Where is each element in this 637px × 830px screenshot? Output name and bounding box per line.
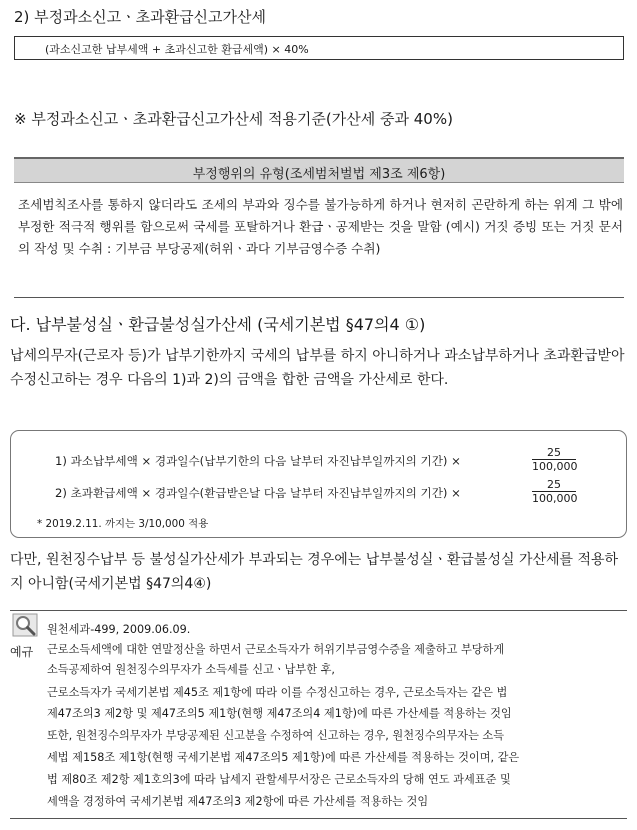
fraction-numerator: 25 xyxy=(532,446,576,460)
divider xyxy=(10,818,627,819)
example-line: 원천세과-499, 2009.06.09. xyxy=(47,623,191,636)
example-line: 세법 제158조 제1항(현행 국세기본법 제47조의5 제1항)에 따른 가산세를 적용하는 것이며, 같은 xyxy=(47,751,520,764)
divider xyxy=(10,610,627,611)
section-da-paragraph: 납세의무자(근로자 등)가 납부기한까지 국세의 납부를 하지 아니하거나 과소납부하거나 초과환급받아 수정신고하는 경우 다음의 1)과 2)의 금액을 합한 금액을 가산세로 한다. xyxy=(10,348,625,388)
fraction-numerator: 25 xyxy=(532,478,576,492)
fraction-1 xyxy=(532,446,576,473)
example-line: 세액을 경정하여 국세기본법 제47조의3 제2항에 따른 가산세를 적용하는 것임 xyxy=(47,795,429,808)
section-da-exception: 다만, 원천징수납부 등 불성실가산세가 부과되는 경우에는 납부불성실ㆍ환급불성실 가산세를 적용하지 아니함(국세기본법 §47의4④) xyxy=(10,552,619,592)
formula-line-1: 1) 과소납부세액 × 경과일수(납부기한의 다음 날부터 자진납부일까지의 기간) × xyxy=(55,454,461,468)
fraction-2 xyxy=(532,478,576,505)
fraction-denominator: 100,000 xyxy=(532,492,578,505)
fraud-type-header: 부정행위의 유형(조세범처벌법 제3조 제6항) xyxy=(14,157,624,183)
example-line: 근로소득자가 국세기본법 제45조 제1항에 따라 이를 수정신고하는 경우, 근로소득자는 같은 법 xyxy=(47,686,508,699)
formula-line-2: 2) 초과환급세액 × 경과일수(환급받은날 다음 날부터 자진납부일까지의 기간) × xyxy=(55,486,461,500)
example-line: 근로소득세액에 대한 연말정산을 하면서 근로소득자가 허위기부금영수증을 제출하고 부당하게 xyxy=(47,643,505,656)
fraction-denominator: 100,000 xyxy=(532,460,578,473)
example-line: 법 제80조 제2항 제1호의3에 따라 납세지 관할세무서장은 근로소득자의 당해 연도 과세표준 및 xyxy=(47,773,511,786)
formula-box: (과소신고한 납부세액 + 초과신고한 환급세액) × 40% xyxy=(14,36,624,60)
section-da-title: 다. 납부불성실ㆍ환급불성실가산세 (국세기본법 §47의4 ①) xyxy=(10,315,426,334)
section-2-title: 2) 부정과소신고ㆍ초과환급신고가산세 xyxy=(14,8,267,26)
example-label: 예규 xyxy=(10,645,34,659)
magnifier-icon xyxy=(12,613,38,637)
penalty-formula-box xyxy=(10,430,627,538)
example-line: 또한, 원천징수의무자가 부당공제된 신고분을 수정하여 신고하는 경우, 원천징수의무자는 소득 xyxy=(47,729,505,742)
note-heading: ※ 부정과소신고ㆍ초과환급신고가산세 적용기준(가산세 중과 40%) xyxy=(14,110,453,128)
example-line: 제47조의3 제2항 및 제47조의5 제1항(현행 제47조의4 제1항)에 따른 가산세를 적용하는 것임 xyxy=(47,707,512,720)
fraud-type-description: 조세범칙조사를 통하지 않더라도 조세의 부과와 징수를 불가능하게 하거나 현저히 곤란하게 하는 위계 그 밖에 부정한 적극적 행위를 함으로써 국세를 포탈하거나 환급ㆍ공제받는 것을 말함 (예시) 거짓 증빙 또는 거짓 문서의 작성 및 수취 : 기부금 부당공제(허위ㆍ과다 기부금영수증 수취) xyxy=(18,197,623,256)
divider xyxy=(14,297,624,298)
formula-footnote: * 2019.2.11. 까지는 3/10,000 적용 xyxy=(37,518,209,530)
example-line: 소득공제하여 원천징수의무자가 소득세를 신고ㆍ납부한 후, xyxy=(47,663,335,676)
